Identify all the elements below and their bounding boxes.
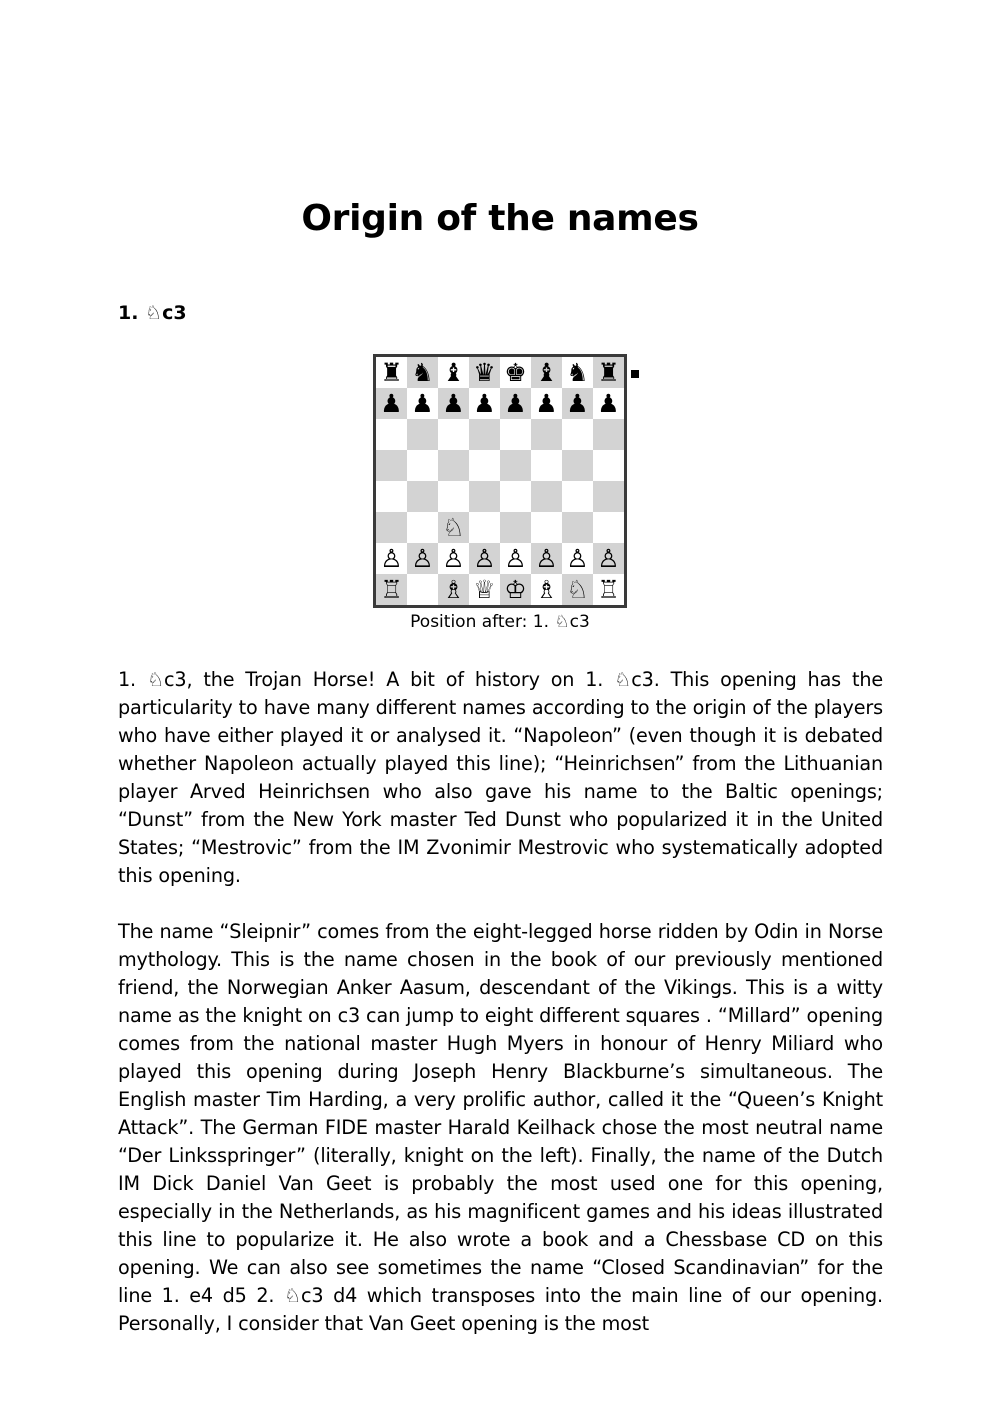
chess-piece-icon: ♔︎ [504,575,527,604]
square-h4 [593,481,624,512]
page-title: Origin of the names [301,198,699,239]
square-d6 [469,419,500,450]
chess-piece-icon: ♜︎ [597,358,620,387]
chess-piece-icon: ♟︎ [380,389,403,418]
square-c1 [438,574,469,605]
chess-piece-icon: ♙︎ [473,544,496,573]
chess-piece-icon: ♟︎ [597,389,620,418]
chess-piece-icon: ♟︎ [442,389,465,418]
square-h8 [593,357,624,388]
square-e6 [500,419,531,450]
diagram-caption: Position after: 1. ♘c3 [410,612,590,632]
square-h1 [593,574,624,605]
square-h2 [593,543,624,574]
square-f4 [531,481,562,512]
chess-piece-icon: ♙︎ [566,544,589,573]
square-f3 [531,512,562,543]
square-h6 [593,419,624,450]
chess-piece-icon: ♕︎ [473,575,496,604]
square-a4 [376,481,407,512]
square-a6 [376,419,407,450]
square-e8 [500,357,531,388]
square-d2 [469,543,500,574]
chess-piece-icon: ♙︎ [380,544,403,573]
square-g8 [562,357,593,388]
square-h5 [593,450,624,481]
chess-piece-icon: ♟︎ [566,389,589,418]
square-g6 [562,419,593,450]
square-b8 [407,357,438,388]
chess-piece-icon: ♗︎ [535,575,558,604]
square-d4 [469,481,500,512]
square-e3 [500,512,531,543]
chess-piece-icon: ♙︎ [535,544,558,573]
square-g5 [562,450,593,481]
chess-piece-icon: ♟︎ [504,389,527,418]
square-f6 [531,419,562,450]
chess-piece-icon: ♞︎ [566,358,589,387]
move-heading: 1. ♘c3 [118,302,187,324]
square-f5 [531,450,562,481]
square-g3 [562,512,593,543]
square-a3 [376,512,407,543]
square-f8 [531,357,562,388]
square-a8 [376,357,407,388]
chess-piece-icon: ♘︎ [566,575,589,604]
square-d8 [469,357,500,388]
chess-piece-icon: ♟︎ [411,389,434,418]
side-to-move-marker [631,370,639,378]
chess-piece-icon: ♖︎ [380,575,403,604]
chess-piece-icon: ♙︎ [442,544,465,573]
square-f2 [531,543,562,574]
square-b1 [407,574,438,605]
square-c3 [438,512,469,543]
square-a7 [376,388,407,419]
square-e1 [500,574,531,605]
square-h7 [593,388,624,419]
chess-piece-icon: ♙︎ [411,544,434,573]
square-c2 [438,543,469,574]
chess-piece-icon: ♜︎ [380,358,403,387]
chess-piece-icon: ♝︎ [535,358,558,387]
chess-piece-icon: ♟︎ [473,389,496,418]
square-d1 [469,574,500,605]
chess-piece-icon: ♛︎ [473,358,496,387]
chess-piece-icon: ♞︎ [411,358,434,387]
square-e4 [500,481,531,512]
square-b4 [407,481,438,512]
square-d3 [469,512,500,543]
square-h3 [593,512,624,543]
square-b3 [407,512,438,543]
chess-diagram [373,354,627,608]
square-e5 [500,450,531,481]
square-a2 [376,543,407,574]
square-a5 [376,450,407,481]
square-d7 [469,388,500,419]
square-b6 [407,419,438,450]
square-b2 [407,543,438,574]
chess-piece-icon: ♚︎ [504,358,527,387]
square-b5 [407,450,438,481]
square-c7 [438,388,469,419]
square-c4 [438,481,469,512]
square-c8 [438,357,469,388]
chess-piece-icon: ♟︎ [535,389,558,418]
square-a1 [376,574,407,605]
square-f7 [531,388,562,419]
body-paragraph: The name “Sleipnir” comes from the eight-legged horse ridden by Odin in Norse mythology. This is the name chosen in the book of our previously mentioned friend, the Norwegian Anker Aasum, descendant of the Vikings. This is a witty name as the knight on c3 can jump to eight different squares . “Millard” opening comes from the national master Hugh Myers in honour of Henry Miliard who played this opening during Joseph Henry Blackburne’s simultaneous. The English master Tim Harding, a very prolific author, called it the “Queen’s Knight Attack”. The German FIDE master Harald Keilhack chose the most neutral name “Der Linksspringer” (literally, knight on the left). Finally, the name of the Dutch IM Dick Daniel Van Geet is probably the most used one for this opening, especially in the Netherlands, as his magnificent games and his ideas illustrated this line to popularize it. He also wrote a book and a Chessbase CD on this opening. We can also see sometimes the name “Closed Scandinavian” for the line 1. e4 d5 2. ♘c3 d4 which transposes into the main line of our opening. Personally, I consider that Van Geet opening is the most [118,920,883,1335]
square-e2 [500,543,531,574]
square-g7 [562,388,593,419]
chess-piece-icon: ♘︎ [442,513,465,542]
square-g4 [562,481,593,512]
chess-piece-icon: ♝︎ [442,358,465,387]
square-e7 [500,388,531,419]
body-paragraph: 1. ♘c3, the Trojan Horse! A bit of history on 1. ♘c3. This opening has the particularity to have many different names according to the origin of the players who have either played it or analysed it. “Napoleon” (even though it is debated whether Napoleon actually played this line); “Heinrichsen” from the Lithuanian player Arved Heinrichsen who also gave his name to the Baltic openings; “Dunst” from the New York master Ted Dunst who popularized it in the United States; “Mestrovic” from the IM Zvonimir Mestrovic who systematically adopted this opening. [118,668,883,887]
chess-piece-icon: ♙︎ [504,544,527,573]
square-c5 [438,450,469,481]
chess-piece-icon: ♖︎ [597,575,620,604]
chess-piece-icon: ♗︎ [442,575,465,604]
square-b7 [407,388,438,419]
square-f1 [531,574,562,605]
square-c6 [438,419,469,450]
square-d5 [469,450,500,481]
square-g1 [562,574,593,605]
square-g2 [562,543,593,574]
chess-piece-icon: ♙︎ [597,544,620,573]
